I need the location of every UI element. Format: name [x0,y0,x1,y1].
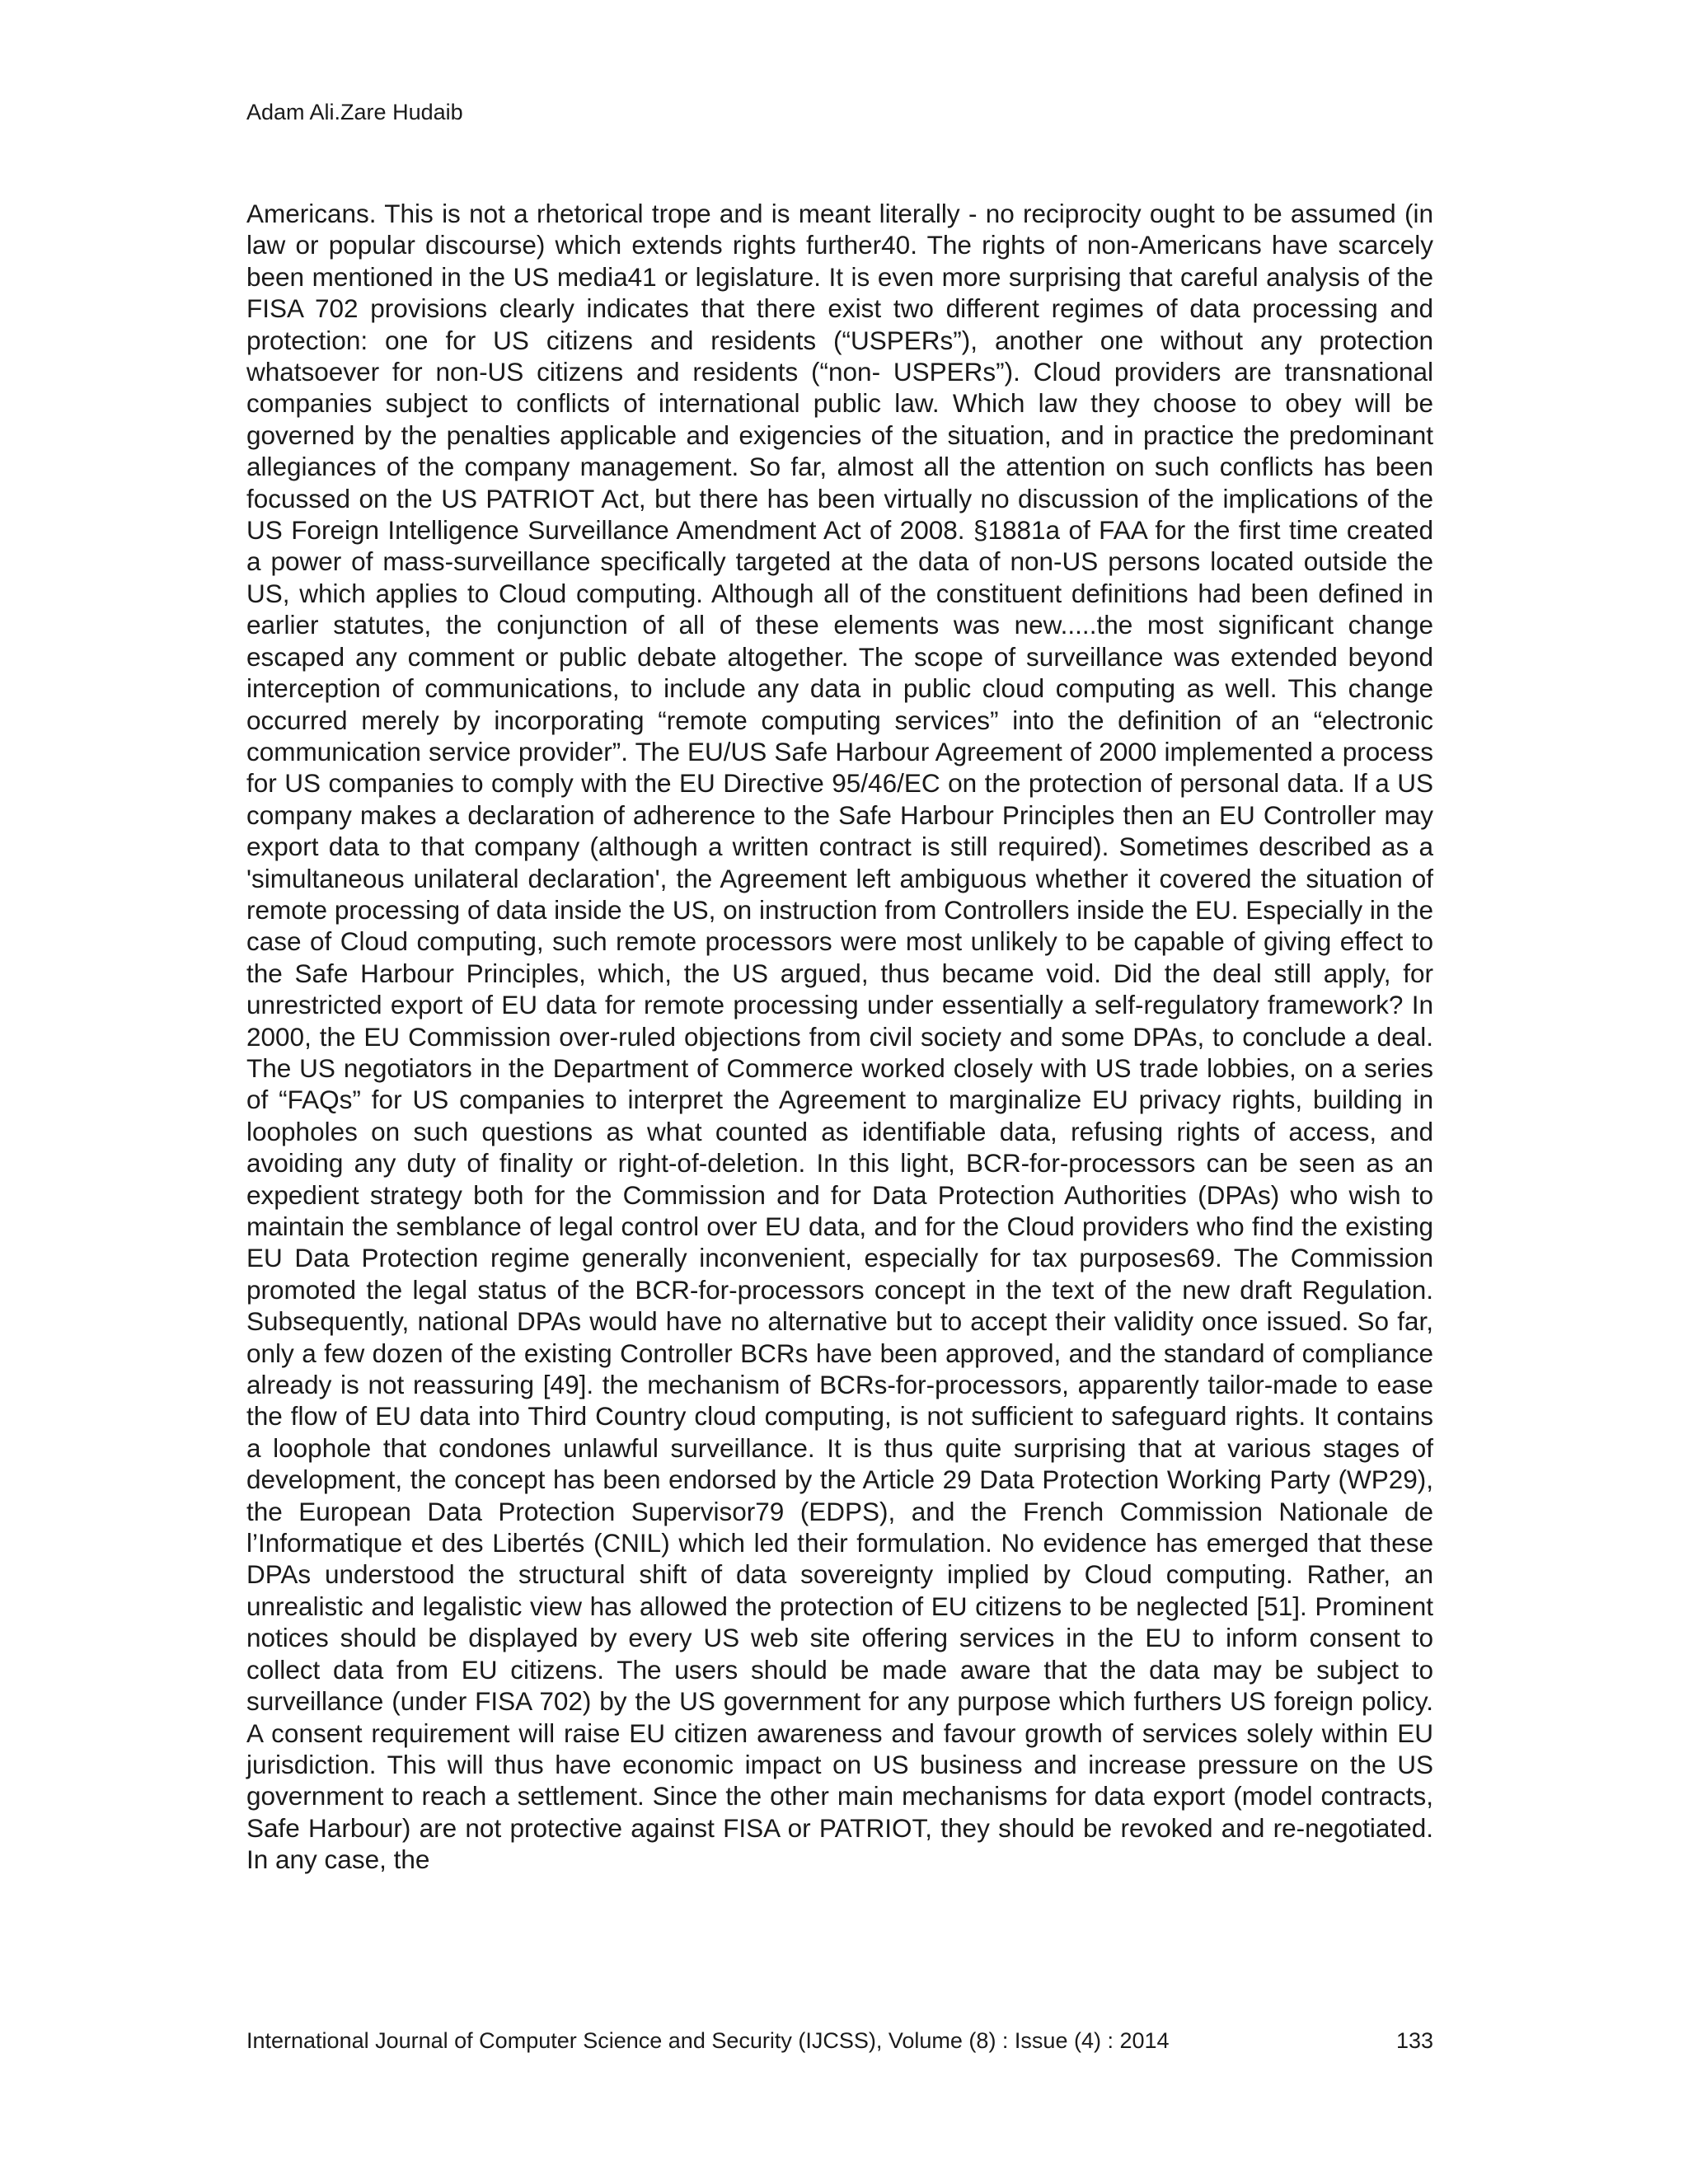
page-footer [246,2026,1433,2055]
running-header-author: Adam Ali.Zare Hudaib [246,100,463,124]
footer-journal-citation: International Journal of Computer Science and Security (IJCSS), Volume (8) : Issue (4) : 2014 [246,2028,1170,2053]
body-paragraph: Americans. This is not a rhetorical trope and is meant literally - no reciprocity ought to be assumed (in law or popular discourse) which extends rights further40. The rights of non-Americans have scarcely been mentioned in the US media41 or legislature. It is even more surprising that careful analysis of the FISA 702 provisions clearly indicates that there exist two different regimes of data processing and protection: one for US citizens and residents (“USPERs”), another one without any protection whatsoever for non-US citizens and residents (“non- USPERs”). Cloud providers are transnational companies subject to conflicts of international public law. Which law they choose to obey will be governed by the penalties applicable and exigencies of the situation, and in practice the predominant allegiances of the company management. So far, almost all the attention on such conflicts has been focussed on the US PATRIOT Act, but there has been virtually no discussion of the implications of the US Foreign Intelligence Surveillance Amendment Act of 2008. §1881a of FAA for the first time created a power of mass-surveillance specifically targeted at the data of non-US persons located outside the US, which applies to Cloud computing. Although all of the constituent definitions had been defined in earlier statutes, the conjunction of all of these elements was new.....the most significant change escaped any comment or public debate altogether. The scope of surveillance was extended beyond interception of communications, to include any data in public cloud computing as well. This change occurred merely by incorporating “remote computing services” into the definition of an “electronic communication service provider”. The EU/US Safe Harbour Agreement of 2000 implemented a process for US companies to comply with the EU Directive 95/46/EC on the protection of personal data. If a US company makes a declaration of adherence to the Safe Harbour Principles then an EU Controller may export data to that company (although a written contract is still required). Sometimes described as a 'simultaneous unilateral declaration', the Agreement left ambiguous whether it covered the situation of remote processing of data inside the US, on instruction from Controllers inside the EU. Especially in the case of Cloud computing, such remote processors were most unlikely to be capable of giving effect to the Safe Harbour Principles, which, the US argued, thus became void. Did the deal still apply, for unrestricted export of EU data for remote processing under essentially a self-regulatory framework? In 2000, the EU Commission over-ruled objections from civil society and some DPAs, to conclude a deal. The US negotiators in the Department of Commerce worked closely with US trade lobbies, on a series of “FAQs” for US companies to interpret the Agreement to marginalize EU privacy rights, building in loopholes on such questions as what counted as identifiable data, refusing rights of access, and avoiding any duty of finality or right-of-deletion. In this light, BCR-for-processors can be seen as an expedient strategy both for the Commission and for Data Protection Authorities (DPAs) who wish to maintain the semblance of legal control over EU data, and for the Cloud providers who find the existing EU Data Protection regime generally inconvenient, especially for tax purposes69. The Commission promoted the legal status of the BCR-for-processors concept in the text of the new draft Regulation. Subsequently, national DPAs would have no alternative but to accept their validity once issued. So far, only a few dozen of the existing Controller BCRs have been approved, and the standard of compliance already is not reassuring [49]. the mechanism of BCRs-for-processors, apparently tailor-made to ease the flow of EU data into Third Country cloud computing, is not sufficient to safeguard rights. It contains a loophole that condones unlawful surveillance. It is thus quite surprising that at various stages of development, the concept has been endorsed by the Article 29 Data Protection Working Party (WP29), the European Data Protection Supervisor79 (EDPS), and the French Commission Nationale de l’Informatique et des Libertés (CNIL) which led their formulation. No evidence has emerged that these DPAs understood the structural shift of data sovereignty implied by Cloud computing. Rather, an unrealistic and legalistic view has allowed the protection of EU citizens to be neglected [51]. Prominent notices should be displayed by every US web site offering services in the EU to inform consent to collect data from EU citizens. The users should be made aware that the data may be subject to surveillance (under FISA 702) by the US government for any purpose which furthers US foreign policy. A consent requirement will raise EU citizen awareness and favour growth of services solely within EU jurisdiction. This will thus have economic impact on US business and increase pressure on the US government to reach a settlement. Since the other main mechanisms for data export (model contracts, Safe Harbour) are not protective against FISA or PATRIOT, they should be revoked and re-negotiated. In any case, the [246,199,1433,1875]
footer-page-number: 133 [1395,2028,1433,2053]
